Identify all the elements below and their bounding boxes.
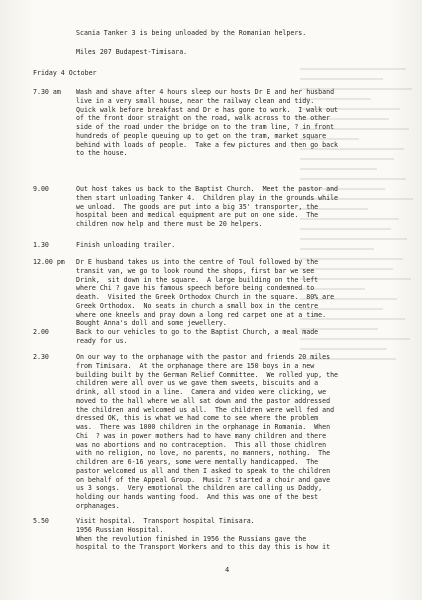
entry-text-line: the children and welcomed us all. The children were well fed and [76, 405, 335, 414]
entry-text-line: was no abortions and no contraception. This all those chidlren [76, 440, 327, 449]
entry-text-line: side of the road under the bridge on to the tram line, ? in front [76, 123, 335, 131]
entry-text-line: Quick walk before breakfast and Dr e has gone to work. I walk out [76, 105, 339, 114]
entry-text-line: 1956 Russian Hospital. [76, 525, 164, 534]
entry-text-line: hospital been and medical equipment are put on one side. The [76, 211, 319, 220]
entry-text-line: children were all over us we gave them sweets, biscuits and a [76, 379, 319, 388]
header-line: Miles 207 Budapest-Timisara. [76, 48, 188, 56]
entry-text-line: live in a very small house, near the railway clean and tidy. [76, 96, 315, 105]
entry-text-line: then start unloading Tanker 4. Children play in the grounds while [76, 193, 339, 202]
entry-text-line: to the house. [76, 149, 128, 158]
entry-text-line: Bought Anna's doll and some jewellery. [76, 319, 227, 328]
entry-text-line: orphanages. [76, 501, 120, 510]
entry-text-line: was. There was 1000 children in the orphanage in Romania. When [76, 423, 331, 431]
page-number: 4 [225, 566, 230, 574]
entry-time: 12.00 pm [33, 258, 65, 266]
entry-text-line: Greek Orthodox. No seats in church a small box in the centre [76, 301, 319, 310]
entry-text-line: drink, all stood in a line. Camera and video were clicking, we [76, 388, 327, 396]
entry-text-line: building built by the German Relief Committee. We rolled yup, the [76, 370, 339, 379]
entry-time: 1.30 [33, 241, 49, 249]
entry-text-line: of the front door straight on the road, walk across to the other [76, 114, 331, 123]
entry-time: 7.30 am [33, 88, 61, 96]
entry-text-line: Finish unloading trailer. [76, 241, 176, 249]
entry-time: 2.30 [33, 353, 49, 361]
entry-text-line: holding our hands wanting food. And this was one of the best [76, 493, 319, 501]
entry-text-line: ready for us. [76, 336, 128, 345]
entry-text-line: When the revolution finished in 1956 the Russians gave the [76, 534, 307, 543]
entry-time: 5.50 [33, 517, 49, 525]
entry-text-line: Drink, sit down in the square. A large building on the left [76, 275, 319, 284]
entry-text-line: where Chi ? gave his famous speech before being condemned to [76, 284, 315, 293]
entry-text-line: transit van, we go to look round the shops, first bar we see [76, 266, 315, 275]
entry-text-line: Dr E husband takes us into the centre of Toul followed by the [76, 258, 319, 266]
entry-text-line: pastor welcomed us all and then I asked to speak to the children [76, 466, 331, 475]
day-heading: Friday 4 October [33, 69, 97, 77]
entry-text-line: on behalf of the Appeal Group. Music ? started a choir and gave [76, 475, 331, 484]
entry-text-line: where one kneels and pray down a long red carpet one at a time. [76, 310, 327, 319]
entry-text-line: behind with loads of people. Take a few pictures and then go back [76, 140, 339, 149]
entry-text-line: hundreds of people queuing up to get on the tram, market square [76, 131, 327, 140]
entry-text-line: Chi ? was in power mothers had to have many children and there [76, 431, 327, 440]
header-line: Scania Tanker 3 is being unloaded by the Romanian helpers. [76, 29, 307, 37]
entry-text-line: hospital to the Transport Workers and to this day this is how it [76, 543, 331, 552]
entry-text-line: from Timisara. At the orphanage there are 150 boys in a new [76, 361, 315, 370]
entry-text-line: children now help and there must be 20 helpers. [76, 220, 263, 228]
entry-text-line: Wash and shave after 4 hours sleep our hosts Dr E and her husband [76, 88, 335, 96]
entry-text-line: Visit hospital. Transport hospital Timisara. [76, 517, 255, 525]
entry-text-line: dressed OK, this is what we had come to see where the problem [76, 414, 319, 423]
entry-text-line: On our way to the orphanage with the pastor and friends 20 miles [76, 353, 331, 361]
entry-text-line: death. Visited the Greek Orthodox Church in the square. 80% are [76, 293, 335, 301]
entry-text-line: children are 6-16 years, some were mentally handicapped. The [76, 458, 319, 466]
entry-text-line: Back to our vehicles to go to the Baptist Church, a meal made [76, 328, 319, 336]
entry-time: 9.00 [33, 185, 49, 193]
entry-text-line: we unload. The goods are put into a big 35' transporter, the [76, 202, 319, 211]
entry-text-line: Out host takes us back to the Baptist Church. Meet the pastor and [76, 185, 339, 193]
entry-text-line: with no religion, no love, no parents, no manners, nothing. The [76, 449, 331, 458]
entry-text-line: us 3 songs. Very emotional the children are calling us Daddy, [76, 484, 323, 493]
entry-time: 2.00 [33, 328, 49, 336]
entry-text-line: moved to the hall where we all sat down and the pastor addressed [76, 396, 331, 405]
